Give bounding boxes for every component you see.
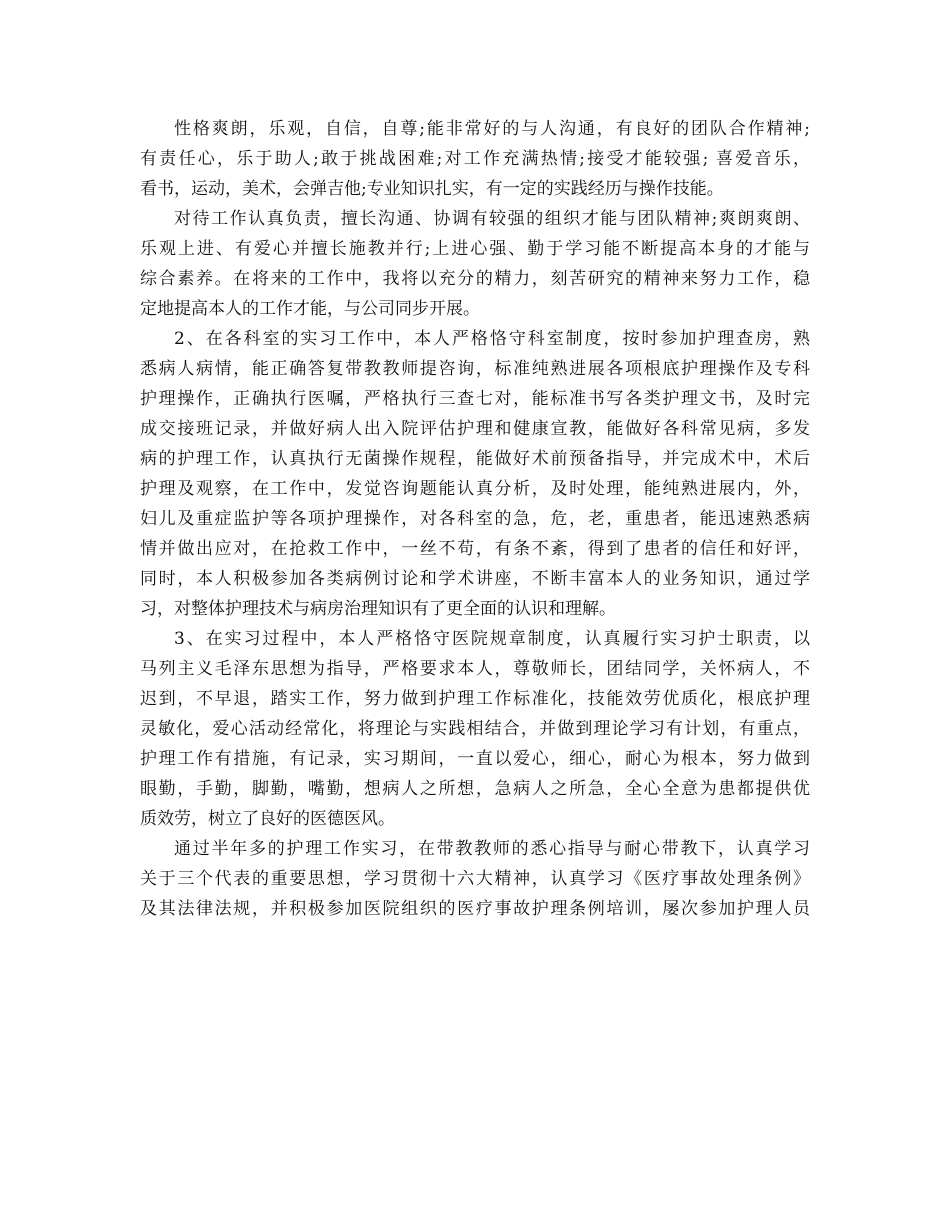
- text-line: 有责任心，乐于助人;敢于挑战困难;对工作充满热情;接受才能较强; 喜爱音乐，: [140, 149, 810, 169]
- text-line: 病的护理工作，认真执行无菌操作规程，能做好术前预备指导，并完成术中，术后: [140, 449, 810, 469]
- paragraph-internship-process: [140, 624, 810, 834]
- text-line: 马列主义毛泽东思想为指导，严格要求本人，尊敬师长，团结同学，关怀病人，不: [140, 659, 810, 679]
- text-line: 定地提高本人的工作才能，与公司同步开展。: [140, 299, 480, 319]
- text-line: 质效劳，树立了良好的医德医风。: [140, 809, 395, 829]
- text-line: 眼勤，手勤，脚勤，嘴勤，想病人之所想，急病人之所急，全心全意为患都提供优: [140, 779, 810, 799]
- text-line: 护理工作有措施，有记录，实习期间，一直以爱心，细心，耐心为根本，努力做到: [140, 749, 810, 769]
- paragraph-department-internship: [140, 324, 810, 624]
- text-line: 性格爽朗，乐观，自信，自尊;能非常好的与人沟通，有良好的团队合作精神;: [174, 119, 810, 139]
- paragraph-personality: [140, 114, 810, 204]
- text-line: 2、在各科室的实习工作中，本人严格恪守科室制度，按时参加护理查房，熟: [174, 329, 810, 349]
- document-body: [140, 114, 810, 924]
- text-line: 同时，本人积极参加各类病例讨论和学术讲座，不断丰富本人的业务知识，通过学: [140, 569, 810, 589]
- text-line: 灵敏化，爱心活动经常化，将理论与实践相结合，并做到理论学习有计划，有重点，: [140, 719, 810, 739]
- text-line: 对待工作认真负责，擅长沟通、协调有较强的组织才能与团队精神;爽朗爽朗、: [174, 209, 810, 229]
- text-line: 成交接班记录，并做好病人出入院评估护理和健康宣教，能做好各科常见病，多发: [140, 419, 810, 439]
- paragraph-half-year-summary: [140, 834, 810, 924]
- text-line: 习，对整体护理技术与病房治理知识有了更全面的认识和理解。: [140, 599, 616, 619]
- text-line: 关于三个代表的重要思想，学习贯彻十六大精神，认真学习《医疗事故处理条例》: [140, 869, 810, 889]
- text-line: 通过半年多的护理工作实习，在带教教师的悉心指导与耐心带教下，认真学习: [174, 839, 810, 859]
- text-line: 乐观上进、有爱心并擅长施教并行;上进心强、勤于学习能不断提高本身的才能与: [140, 239, 810, 259]
- text-line: 护理及观察，在工作中，发觉咨询题能认真分析，及时处理，能纯熟进展内，外，: [140, 479, 810, 499]
- text-line: 妇儿及重症监护等各项护理操作，对各科室的急，危，老，重患者，能迅速熟悉病: [140, 509, 810, 529]
- text-line: 护理操作，正确执行医嘱，严格执行三查七对，能标准书写各类护理文书，及时完: [140, 389, 810, 409]
- text-line: 迟到，不早退，踏实工作，努力做到护理工作标准化，技能效劳优质化，根底护理: [140, 689, 810, 709]
- text-line: 及其法律法规，并积极参加医院组织的医疗事故护理条例培训，屡次参加护理人员: [140, 899, 810, 919]
- text-line: 悉病人病情，能正确答复带教教师提咨询，标准纯熟进展各项根底护理操作及专科: [140, 359, 810, 379]
- text-line: 3、在实习过程中，本人严格恪守医院规章制度，认真履行实习护士职责，以: [174, 629, 810, 649]
- text-line: 看书，运动，美术，会弹吉他;专业知识扎实，有一定的实践经历与操作技能。: [140, 179, 724, 199]
- paragraph-work-attitude: [140, 204, 810, 324]
- text-line: 综合素养。在将来的工作中，我将以充分的精力，刻苦研究的精神来努力工作，稳: [140, 269, 810, 289]
- text-line: 情并做出应对，在抢救工作中，一丝不苟，有条不紊，得到了患者的信任和好评，: [140, 539, 810, 559]
